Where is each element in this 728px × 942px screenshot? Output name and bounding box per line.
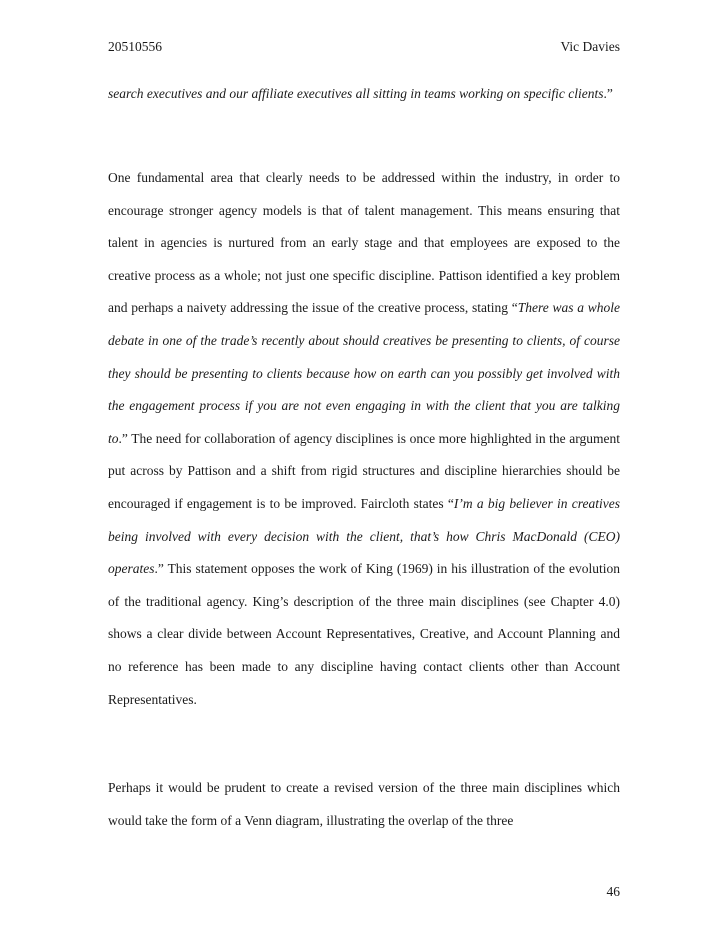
header-student-id: 20510556 (108, 39, 162, 54)
paragraph-quote-continuation (108, 78, 620, 111)
paragraph-venn-proposal (108, 772, 620, 837)
text-segment: search executives and our affiliate executives all sitting in teams working on specific clients (108, 86, 604, 101)
header-author: Vic Davies (560, 39, 620, 54)
text-segment: I’m a big believer in creatives being involved with every decision with the client, that’s how Chris MacDonald (CEO) operates (108, 495, 620, 577)
text-segment: Perhaps it would be prudent to create a revised version of the three main disciplines which would take the form of a Venn diagram, illustrating the overlap of the three (108, 780, 620, 828)
page-number: 46 (606, 884, 620, 899)
text-segment: One fundamental area that clearly needs to be addressed within the industry, in order to encourage stronger agency models is that of talent management. This means ensuring that talent in agencies is nurtured from an early stage and that employees are exposed to the creative process as a whole; not just one specific discipline. Pattison identified a key problem and perhaps a naivety addressing the issue of the creative process, stating “ (108, 170, 620, 316)
text-segment: There was a whole debate in one of the trade’s recently about should creatives be presenting to clients, of course they should be presenting to clients because how on earth can you possibly get involved with the engagement process if you are not even engaging in with the client that you are talking to (108, 300, 620, 446)
paragraph-talent-management (108, 162, 620, 716)
text-segment: .” The need for collaboration of agency disciplines is once more highlighted in the argument put across by Pattison and a shift from rigid structures and discipline hierarchies should be encouraged if engagement is to be improved. Faircloth states “ (108, 430, 620, 511)
text-segment: .” This statement opposes the work of King (1969) in his illustration of the evolution of the traditional agency. King’s description of the three main disciplines (see Chapter 4.0) shows a clear divide between Account Representatives, Creative, and Account Planning and no reference has been made to any discipline having contact clients other than Account Representatives. (108, 561, 620, 707)
text-segment: .” (603, 86, 613, 101)
